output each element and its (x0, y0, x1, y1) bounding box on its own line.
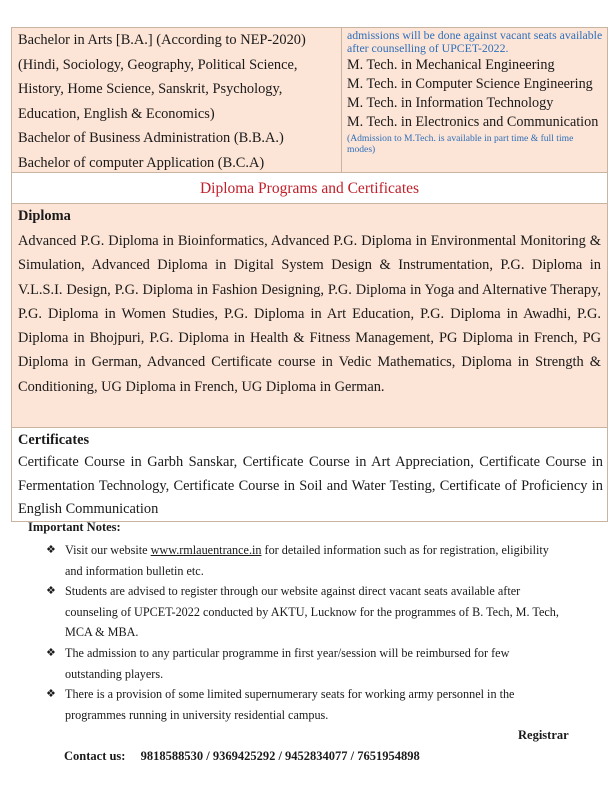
programs-row (12, 28, 607, 173)
certificates-heading: Certificates (18, 432, 90, 448)
registrar-signature: Registrar (518, 728, 569, 742)
section-title: Diploma Programs and Certificates (199, 180, 420, 197)
diamond-bullet-icon: ❖ (46, 544, 56, 556)
diploma-section (12, 204, 607, 428)
diamond-bullet-icon: ❖ (46, 646, 56, 659)
note-text: The admission to any particular programme in first year/session will be reimbursed for few outstanding players. (65, 645, 510, 681)
contact-label: Contact us: (64, 749, 126, 763)
mtech-program: M. Tech. in Computer Science Engineering (347, 75, 593, 92)
note-item (46, 643, 568, 684)
certificates-section (12, 428, 607, 521)
program-line: Bachelor in Arts [B.A.] (According to NEP-2020) (18, 32, 306, 48)
ug-programs-cell (12, 28, 342, 172)
program-line: Bachelor of Business Administration (B.B.A.) (18, 130, 284, 147)
mtech-mode-note: (Admission to M.Tech. is available in part time & full time modes) (347, 132, 574, 156)
notes-heading: Important Notes: (28, 520, 121, 534)
pg-programs-cell (342, 28, 607, 172)
contact-numbers: 9818588530 / 9369425292 / 9452834077 / 7651954898 (140, 749, 420, 763)
website-link[interactable]: www.rmlauentrance.in (150, 543, 262, 557)
program-line: Education, English & Economics) (18, 105, 215, 122)
section-title-row (12, 173, 607, 204)
upcet-admission-note: admissions will be done against vacant seats available after counselling of UPCET-2022. (347, 28, 603, 56)
note-text: Visit our website (65, 543, 151, 557)
note-text: for detailed information such as for registration, eligibility and information bulletin etc. (65, 543, 549, 578)
note-item (46, 581, 568, 643)
mtech-program: M. Tech. in Electronics and Communication (347, 113, 599, 130)
diploma-list: Advanced P.G. Diploma in Bioinformatics, Advanced P.G. Diploma in Environmental Monitoring & Simulation, Advanced Diploma in Digital System Design & Instrumentation, P.G. Diploma in V.L.S.I. Design, P.G. Diploma in Fashion Designing, P.G. Diploma in Yoga and Alternative Therapy, P.G. Diploma in Women Studies, P.G. Diploma in Art Education, P.G. Diploma in Awadhi, P.G. Diploma in Bhojpuri, P.G. Diploma in Health & Fitness Management, PG Diploma in French, PG Diploma in German, Advanced Certificate course in Vedic Mathematics, Diploma in Strength & Conditioning, UG Diploma in French, UG Diploma in German. (18, 233, 601, 395)
note-item (46, 684, 568, 725)
note-text: Students are advised to register through our website against direct vacant seats available after counseling of UPCET-2022 conducted by AKTU, Lucknow for the programmes of B. Tech, M. Tech, MCA & MBA. (65, 584, 559, 640)
contact-line (64, 749, 420, 764)
diamond-bullet-icon: ❖ (46, 688, 56, 701)
program-line: Bachelor of computer Application (B.C.A) (18, 154, 265, 171)
diploma-heading: Diploma (18, 208, 71, 224)
programs-table (11, 27, 608, 522)
program-line: History, Home Science, Sanskrit, Psychology, (18, 81, 283, 98)
notes-list (46, 540, 568, 725)
diamond-bullet-icon: ❖ (46, 585, 56, 598)
mtech-program: M. Tech. in Mechanical Engineering (347, 56, 555, 73)
certificates-list: Certificate Course in Garbh Sanskar, Certificate Course in Art Appreciation, Certificate Course in Fermentation Technology, Certificate Course in Soil and Water Testing, Certificate of Proficiency in English Communication (18, 454, 603, 518)
note-item (46, 540, 568, 581)
program-line: (Hindi, Sociology, Geography, Political Science, (18, 56, 298, 73)
note-text: There is a provision of some limited supernumerary seats for working army personnel in the programmes running in university residential campus. (65, 687, 515, 722)
mtech-program: M. Tech. in Information Technology (347, 94, 554, 111)
